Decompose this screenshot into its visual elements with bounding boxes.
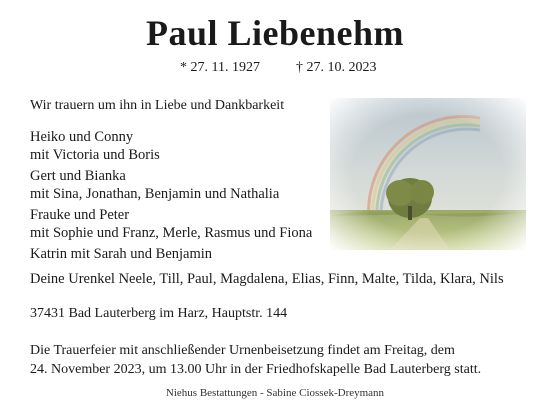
birth-date: * 27. 11. 1927 <box>180 60 260 75</box>
family-names: Gert und Bianka <box>30 168 126 184</box>
family-names: Heiko und Conny <box>30 129 134 145</box>
family-children: mit Sophie und Franz, Merle, Rasmus und Fiona <box>30 225 313 241</box>
rainbow-landscape-icon <box>330 98 526 250</box>
rainbow-landscape-photo <box>330 98 526 250</box>
address: 37431 Bad Lauterberg im Harz, Hauptstr. 144 <box>30 306 288 321</box>
family-group <box>30 167 330 203</box>
family-names: Katrin mit Sarah und Benjamin <box>30 246 213 262</box>
family-children: mit Sina, Jonathan, Benjamin und Nathalia <box>30 186 280 202</box>
funeral-notice <box>30 341 530 379</box>
family-group <box>30 245 330 263</box>
funeral-line-2: 24. November 2023, um 13.00 Uhr in der Friedhofskapelle Bad Lauterberg statt. <box>30 362 482 377</box>
funeral-line-1: Die Trauerfeier mit anschließender Urnenbeisetzung findet am Freitag, dem <box>30 343 455 358</box>
death-date: † 27. 10. 2023 <box>296 60 377 75</box>
funeral-home-credit: Niehus Bestattungen - Sabine Ciossek-Dreymann <box>165 387 385 399</box>
family-names: Frauke und Peter <box>30 207 130 223</box>
family-list <box>30 128 330 266</box>
deceased-name: Paul Liebenehm <box>145 13 404 53</box>
family-group <box>30 206 330 242</box>
great-grandchildren: Deine Urenkel Neele, Till, Paul, Magdalena, Elias, Finn, Malte, Tilda, Klara, Nils <box>30 271 504 287</box>
mourning-intro: Wir trauern um ihn in Liebe und Dankbarkeit <box>30 98 285 113</box>
family-children: mit Victoria und Boris <box>30 147 160 163</box>
family-group <box>30 128 330 164</box>
